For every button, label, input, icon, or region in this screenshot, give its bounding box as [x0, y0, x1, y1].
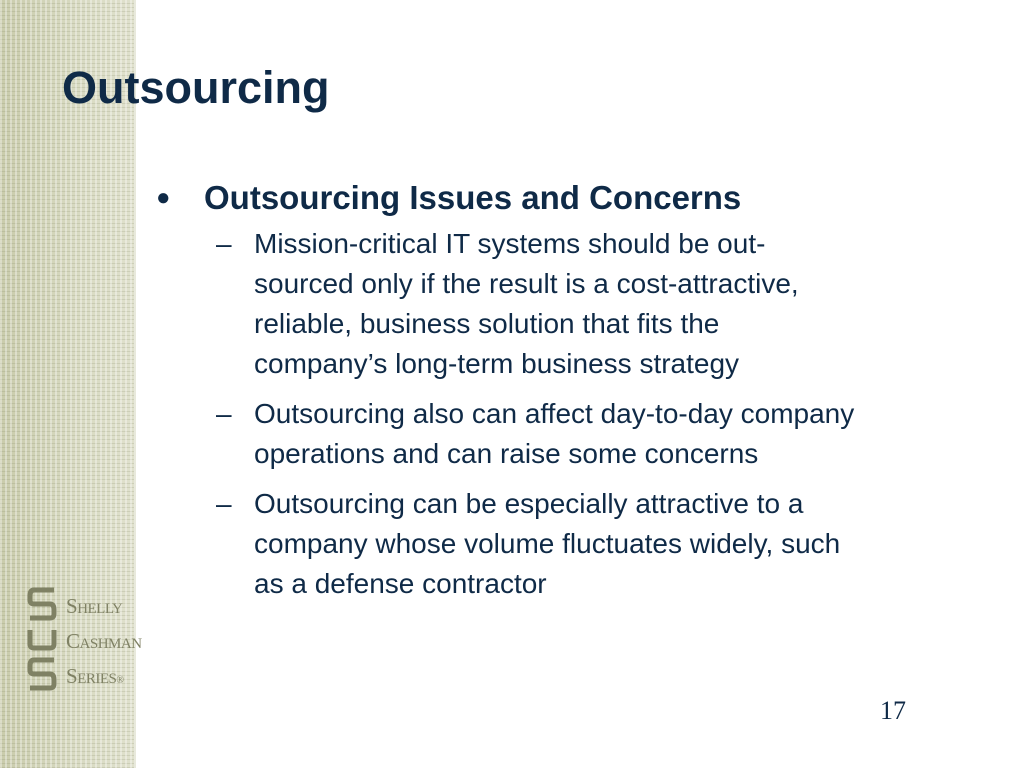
- logo-cap-s: S: [66, 594, 78, 618]
- logo-line-series: [66, 660, 142, 697]
- sub-point-text: Outsourcing also can affect day-to-day company operations and can raise some concerns: [254, 398, 855, 469]
- logo-wordmark: [66, 590, 142, 697]
- logo-text-helly: HELLY: [77, 601, 123, 617]
- sub-point: [150, 224, 1000, 384]
- page-number: 17: [880, 696, 906, 725]
- logo-line-cashman: [66, 625, 142, 660]
- sub-point-list: [150, 224, 1000, 604]
- scs-logo-icon: [26, 586, 58, 692]
- sub-point: [150, 484, 1000, 604]
- logo-cap-c: C: [66, 629, 80, 653]
- dash-marker: –: [216, 398, 232, 429]
- sub-point-text: Mission-critical IT systems should be out- sourced only if the result is a cost-attractive, reliable, business solution that fits the company’s long-term business strategy: [254, 228, 799, 379]
- logo-text-ashman: ASHMAN: [79, 636, 142, 652]
- slide-content: [150, 178, 1000, 614]
- logo-cap-s2: S: [66, 664, 78, 688]
- logo-text-eries: ERIES: [77, 671, 117, 687]
- registered-mark: ®: [116, 675, 124, 686]
- logo-line-shelly: [66, 590, 142, 625]
- sub-point-text: Outsourcing can be especially attractive to a company whose volume fluctuates widely, such as a defense contractor: [254, 488, 841, 599]
- dash-marker: –: [216, 488, 232, 519]
- slide-title: Outsourcing: [62, 62, 330, 113]
- sub-point: [150, 394, 1000, 474]
- shelly-cashman-logo: [22, 584, 142, 694]
- bullet-heading: Outsourcing Issues and Concerns: [204, 179, 742, 216]
- bullet-dot: ●: [156, 184, 171, 211]
- main-bullet: [150, 178, 1000, 218]
- dash-marker: –: [216, 228, 232, 259]
